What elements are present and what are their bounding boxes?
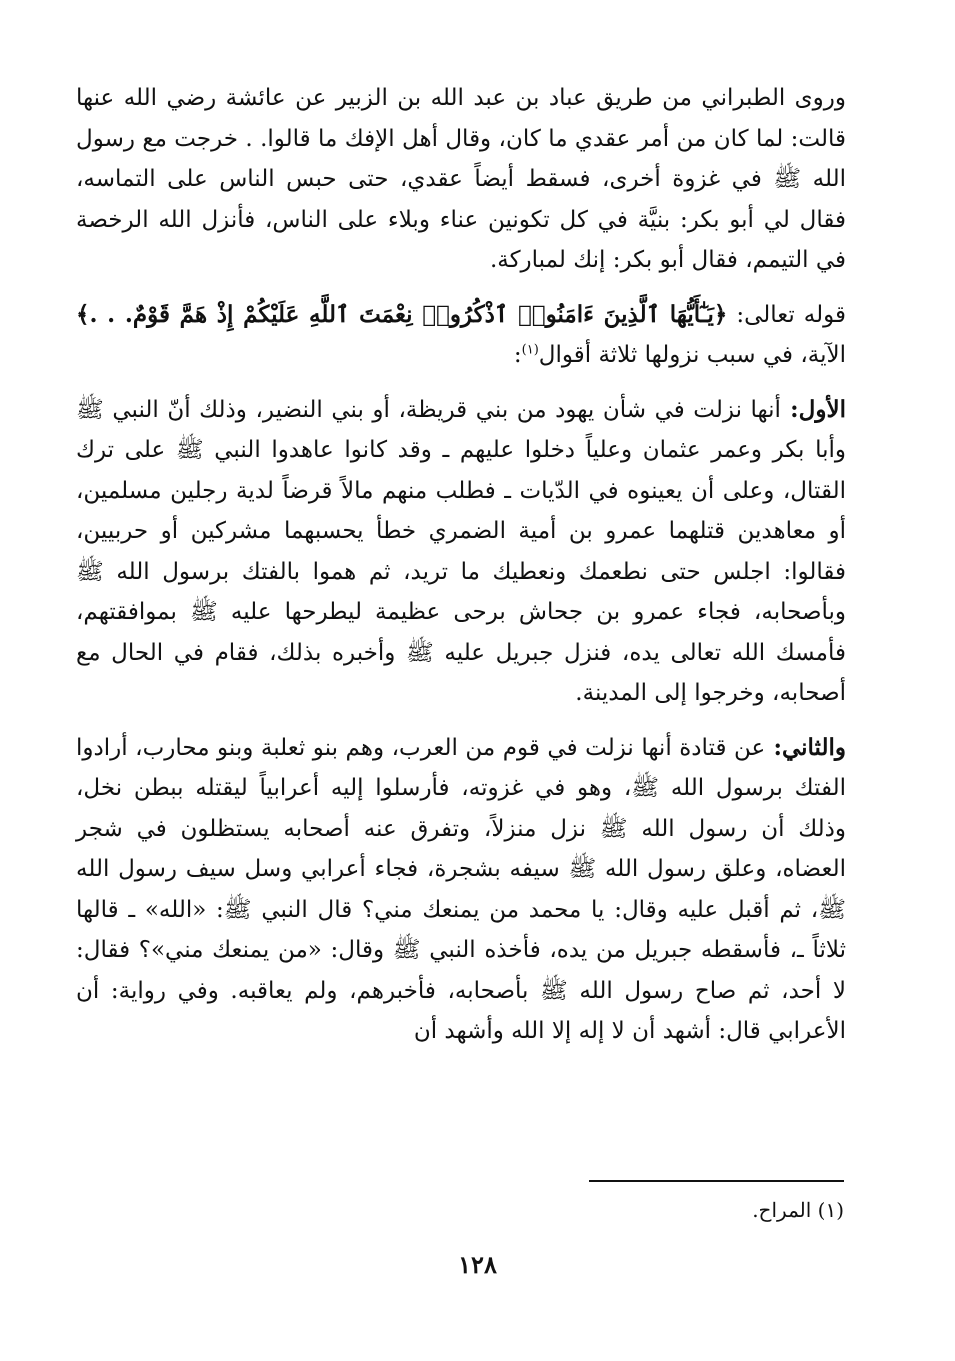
paragraph-text: عن قتادة أنها نزلت في قوم من العرب، وهم بنو ثعلبة وبنو محارب، أرادوا الفتك برسول الله ﷺ، وهو في غزوته، فأرسلوا إليه أعرابياً ليقتله ببطن نخل، وذلك أن رسول الله ﷺ نزل منزلاً، وتفرق عنه أصحابه يستظلون في شجر العضاه، وعلق رسول الله ﷺ سيفه بشجرة، فجاء أعرابي وسل سيف رسول الله ﷺ، ثم أقبل عليه وقال: يا محمد من يمنعك مني؟ قال النبي ﷺ: «الله» ـ قالها ثلاثاً ـ، فأسقطه جبريل من يده، فأخذه النبي ﷺ وقال: «من يمنعك مني»؟ فقال: لا أحد، ثم صاح رسول الله ﷺ بأصحابه، فأخبرهم، ولم يعاقبه. وفي رواية: أن الأعرابي قال: أشهد أن لا إله إلا الله وأشهد أن	[76, 734, 846, 1044]
page-number: ١٢٨	[458, 1250, 497, 1279]
paragraph-second-opinion	[76, 728, 846, 1052]
paragraph-lead-first: الأول:	[780, 395, 846, 423]
verse-after-text: الآية، في سبب نزولها ثلاثة أقوال	[538, 342, 846, 368]
paragraph-text: وروى الطبراني من طريق عباد بن عبد الله بن الزبير عن عائشة رضي الله عنها قالت: لما كان من أمر عقدي ما كان، وقال أهل الإفك ما قالوا. . خرجت مع رسول الله ﷺ في غزوة أخرى، فسقط أيضاً عقدي، حتى حبس الناس على التماسه، فقال لي أبو بكر: بنيَّة في كل تكونين عناء وبلاء على الناس، فأنزل الله الرخصة في التيمم، فقال أبو بكر: إنك لمباركة.	[76, 85, 846, 273]
footnote-reference: (١)	[521, 342, 539, 358]
verse-end-colon: :	[513, 342, 522, 368]
footnote: (١) المراح.	[752, 1198, 844, 1222]
page-body	[76, 78, 846, 1052]
paragraph-tabarani	[76, 78, 846, 281]
verse-intro-label: قوله تعالى:	[727, 301, 846, 328]
footnote-divider	[589, 1180, 844, 1182]
paragraph-text: أنها نزلت في شأن يهود من بني قريظة، أو بني النضير، وذلك أنّ النبي ﷺ وأبا بكر وعمر عثمان وعلياً دخلوا عليهم ـ وقد كانوا عاهدوا النبي ﷺ على ترك القتال، وعلى أن يعينوه في الدّيات ـ فطلب منهم مالاً قرضاً لدية رجلين مسلمين، أو معاهدين قتلهما عمرو بن أمية الضمري خطأ يحسبهما مشركين أو حربيين، فقالوا: اجلس حتى نطعمك ونعطيك ما تريد، ثم هموا بالفتك برسول الله ﷺ وبأصحابه، فجاء عمرو بن جحاش برحى عظيمة ليطرحها عليه ﷺ بموافقتهم، فأمسك الله تعالى يده، فنزل جبريل عليه ﷺ وأخبره بذلك، فقام في الحال مع أصحابه، وخرجوا إلى المدينة.	[76, 396, 846, 706]
quran-verse: ﴿يَـٰٓأَيُّهَا ٱلَّذِينَ ءَامَنُوا۟ ٱذْكُرُوا۟ نِعْمَتَ ٱللَّهِ عَلَيْكُمْ إِذْ هَمَّ قَوْمٌ. . .﴾	[76, 300, 728, 328]
paragraph-verse-intro	[76, 295, 846, 376]
paragraph-first-opinion	[76, 390, 846, 714]
paragraph-lead-second: والثاني:	[765, 733, 846, 761]
